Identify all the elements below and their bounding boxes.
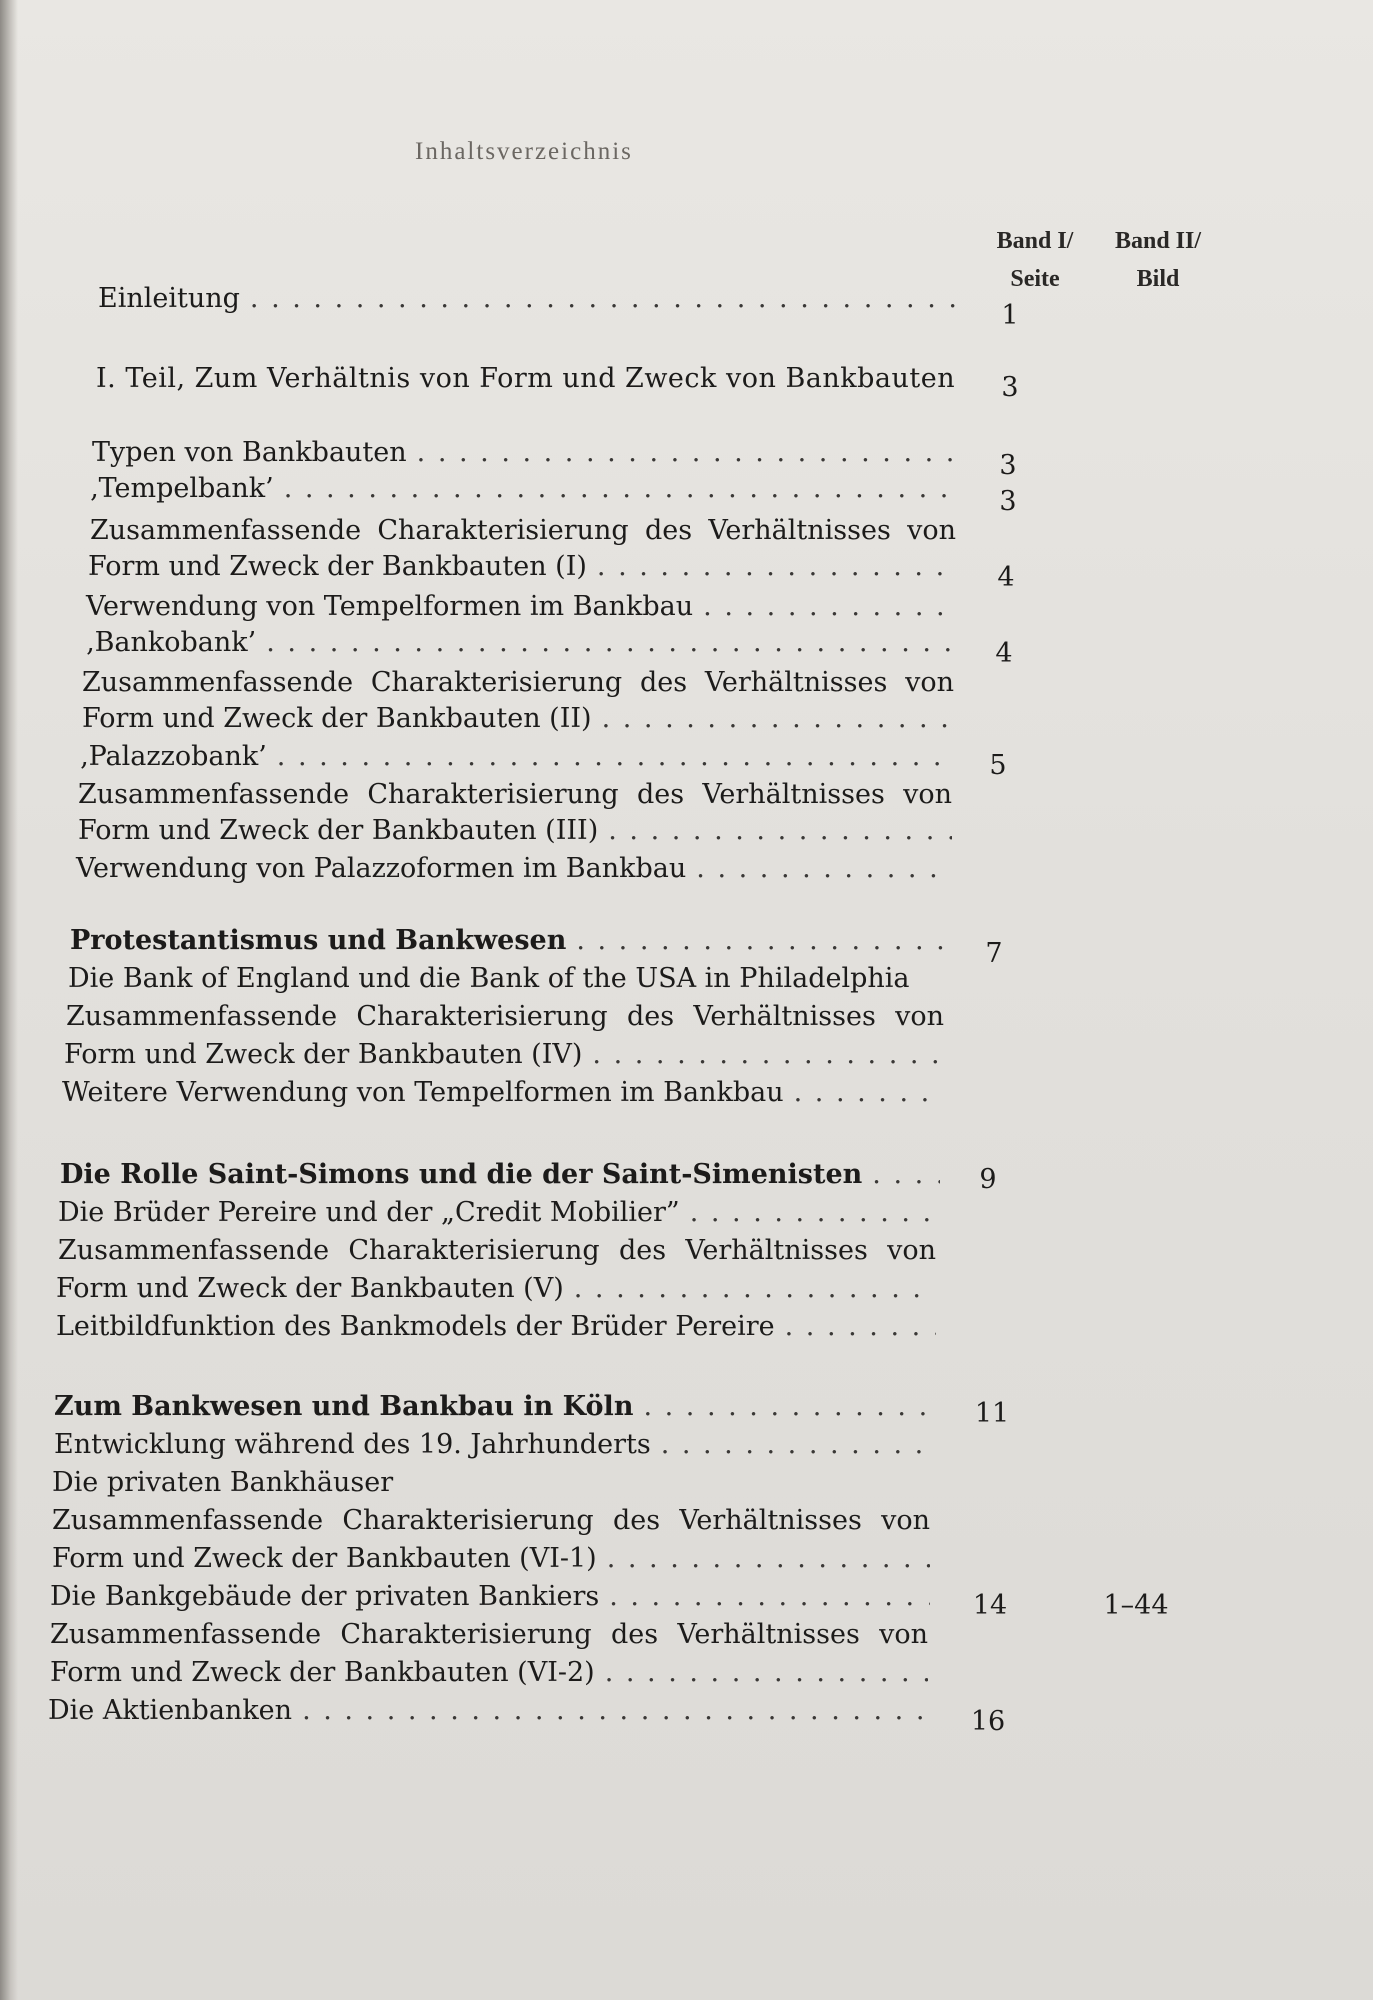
toc-entry-label: Form und Zweck der Bankbauten (IV)	[64, 1039, 583, 1070]
toc-page-number: 4	[997, 562, 1015, 593]
toc-entry	[58, 1192, 938, 1228]
leader-dots	[277, 741, 954, 772]
toc-entry-label: Die Aktienbanken	[48, 1695, 293, 1726]
leader-dots	[250, 283, 958, 314]
leader-dots	[576, 925, 946, 956]
toc-entry	[50, 1576, 930, 1612]
toc-entry	[58, 1230, 936, 1266]
toc-entry	[52, 1500, 930, 1536]
toc-entry-label: Form und Zweck der Bankbauten (VI-2)	[50, 1657, 595, 1688]
toc-entry	[50, 1614, 928, 1650]
toc-page-number: 16	[970, 1706, 1006, 1737]
column-header-band1-line2: Seite	[1010, 266, 1060, 292]
leader-dots	[643, 1391, 934, 1422]
toc-entry-section	[70, 920, 946, 956]
toc-entry-label: Zusammenfassende Charakterisierung des Verhältnisses von	[82, 667, 954, 698]
leader-dots	[607, 1543, 930, 1574]
toc-page-number: 14	[972, 1590, 1008, 1621]
column-header-band1	[980, 222, 1090, 298]
toc-entry	[48, 1690, 928, 1726]
page-title: Inhaltsverzeichnis	[415, 138, 633, 165]
toc-entry-label: Die privaten Bankhäuser	[52, 1467, 394, 1498]
toc-entry	[86, 586, 954, 622]
toc-entry	[88, 546, 956, 582]
leader-dots	[302, 1695, 928, 1726]
toc-entry-label: Die Bankgebäude der privaten Bankiers	[50, 1581, 600, 1612]
column-header-band2	[1103, 222, 1213, 298]
toc-page-number: 5	[989, 750, 1007, 781]
toc-entry-label: Die Brüder Pereire und der „Credit Mobilier”	[58, 1197, 680, 1228]
toc-entry	[56, 1306, 936, 1342]
leader-dots	[605, 1657, 928, 1688]
toc-entry-label: I. Teil, Zum Verhältnis von Form und Zweck von Bankbauten	[96, 363, 956, 394]
toc-page-number: 4	[995, 638, 1013, 669]
leader-dots	[608, 815, 952, 846]
toc-entry	[62, 1072, 944, 1108]
toc-entry-label: ‚Palazzobank’	[80, 741, 267, 772]
toc-entry-label: Zusammenfassende Charakterisierung des Verhältnisses von	[78, 779, 952, 810]
toc-entry-label: ‚Tempelbank’	[90, 473, 274, 504]
toc-entry	[82, 698, 954, 734]
toc-entry-label: Zusammenfassende Charakterisierung des Verhältnisses von	[58, 1235, 936, 1266]
leader-dots	[785, 1311, 936, 1342]
toc-entry	[68, 958, 948, 994]
toc-entry-label: Form und Zweck der Bankbauten (V)	[56, 1273, 564, 1304]
toc-entry	[66, 996, 944, 1032]
toc-entry-label: Leitbildfunktion des Bankmodels der Brüder Pereire	[56, 1311, 775, 1342]
toc-entry-label: Form und Zweck der Bankbauten (I)	[88, 551, 587, 582]
leader-dots	[703, 591, 954, 622]
toc-entry	[90, 468, 957, 504]
toc-entry	[78, 810, 952, 846]
toc-entry-label: Zusammenfassende Charakterisierung des Verhältnisses von	[90, 515, 956, 546]
toc-entry-label: Form und Zweck der Bankbauten (VI-1)	[52, 1543, 597, 1574]
toc-page-number: 3	[999, 450, 1017, 481]
toc-entry	[86, 622, 954, 658]
toc-figure-range: 1–44	[1103, 1590, 1169, 1621]
leader-dots	[266, 627, 954, 658]
toc-entry-label: Entwicklung während des 19. Jahrhunderts	[54, 1429, 651, 1460]
toc-entry	[52, 1538, 930, 1574]
toc-entry-label: Zusammenfassende Charakterisierung des Verhältnisses von	[50, 1619, 928, 1650]
toc-page-number: 7	[985, 938, 1003, 969]
toc-entry-label: Verwendung von Tempelformen im Bankbau	[86, 591, 694, 622]
toc-page-number: 3	[1001, 372, 1019, 403]
toc-entry-label: Einleitung	[98, 283, 240, 314]
toc-entry-label: Zum Bankwesen und Bankbau in Köln	[54, 1391, 634, 1422]
leader-dots	[602, 703, 954, 734]
toc-entry-label: ‚Bankobank’	[86, 627, 257, 658]
toc-entry-section	[60, 1154, 940, 1190]
leader-dots	[597, 551, 956, 582]
toc-page-number: 11	[974, 1398, 1010, 1429]
leader-dots	[284, 473, 957, 504]
leader-dots	[609, 1581, 930, 1612]
toc-entry	[80, 736, 954, 772]
toc-entry-part	[96, 358, 960, 394]
toc-entry	[90, 510, 956, 546]
column-header-band2-line2: Bild	[1136, 266, 1180, 292]
toc-entry-label: Form und Zweck der Bankbauten (III)	[78, 815, 599, 846]
toc-entry-label: Zusammenfassende Charakterisierung des Verhältnisses von	[52, 1505, 930, 1536]
toc-entry	[92, 432, 957, 468]
toc-entry-label: Die Rolle Saint-Simons und die der Saint-Simenisten	[60, 1159, 863, 1190]
leader-dots	[794, 1077, 944, 1108]
leader-dots	[696, 853, 952, 884]
toc-entry-label: Zusammenfassende Charakterisierung des Verhältnisses von	[66, 1001, 944, 1032]
leader-dots	[592, 1039, 944, 1070]
toc-entry-label: Verwendung von Palazzoformen im Bankbau	[76, 853, 687, 884]
leader-dots	[661, 1429, 934, 1460]
toc-entry	[50, 1652, 928, 1688]
toc-entry-label: Weitere Verwendung von Tempelformen im Bankbau	[62, 1077, 784, 1108]
toc-page-number: 9	[979, 1164, 997, 1195]
leader-dots	[574, 1273, 936, 1304]
toc-entry	[76, 848, 952, 884]
toc-entry	[56, 1268, 936, 1304]
toc-entry-label: Protestantismus und Bankwesen	[70, 925, 567, 956]
leader-dots	[417, 437, 957, 468]
column-header-band2-line1: Band II/	[1114, 228, 1202, 254]
toc-entry	[98, 278, 958, 314]
toc-entry-label: Die Bank of England und die Bank of the USA in Philadelphia	[68, 963, 910, 994]
leader-dots	[872, 1159, 940, 1190]
toc-entry-label: Form und Zweck der Bankbauten (II)	[82, 703, 592, 734]
toc-page-number: 3	[999, 486, 1017, 517]
column-header-band1-line1: Band I/	[996, 228, 1074, 254]
toc-entry-section	[54, 1386, 934, 1422]
toc-entry-label: Typen von Bankbauten	[92, 437, 407, 468]
toc-entry	[64, 1034, 944, 1070]
toc-page-number: 1	[1001, 300, 1019, 331]
toc-entry	[78, 774, 952, 810]
toc-entry	[52, 1462, 932, 1498]
toc-entry	[54, 1424, 934, 1460]
toc-entry	[82, 662, 954, 698]
leader-dots	[690, 1197, 938, 1228]
